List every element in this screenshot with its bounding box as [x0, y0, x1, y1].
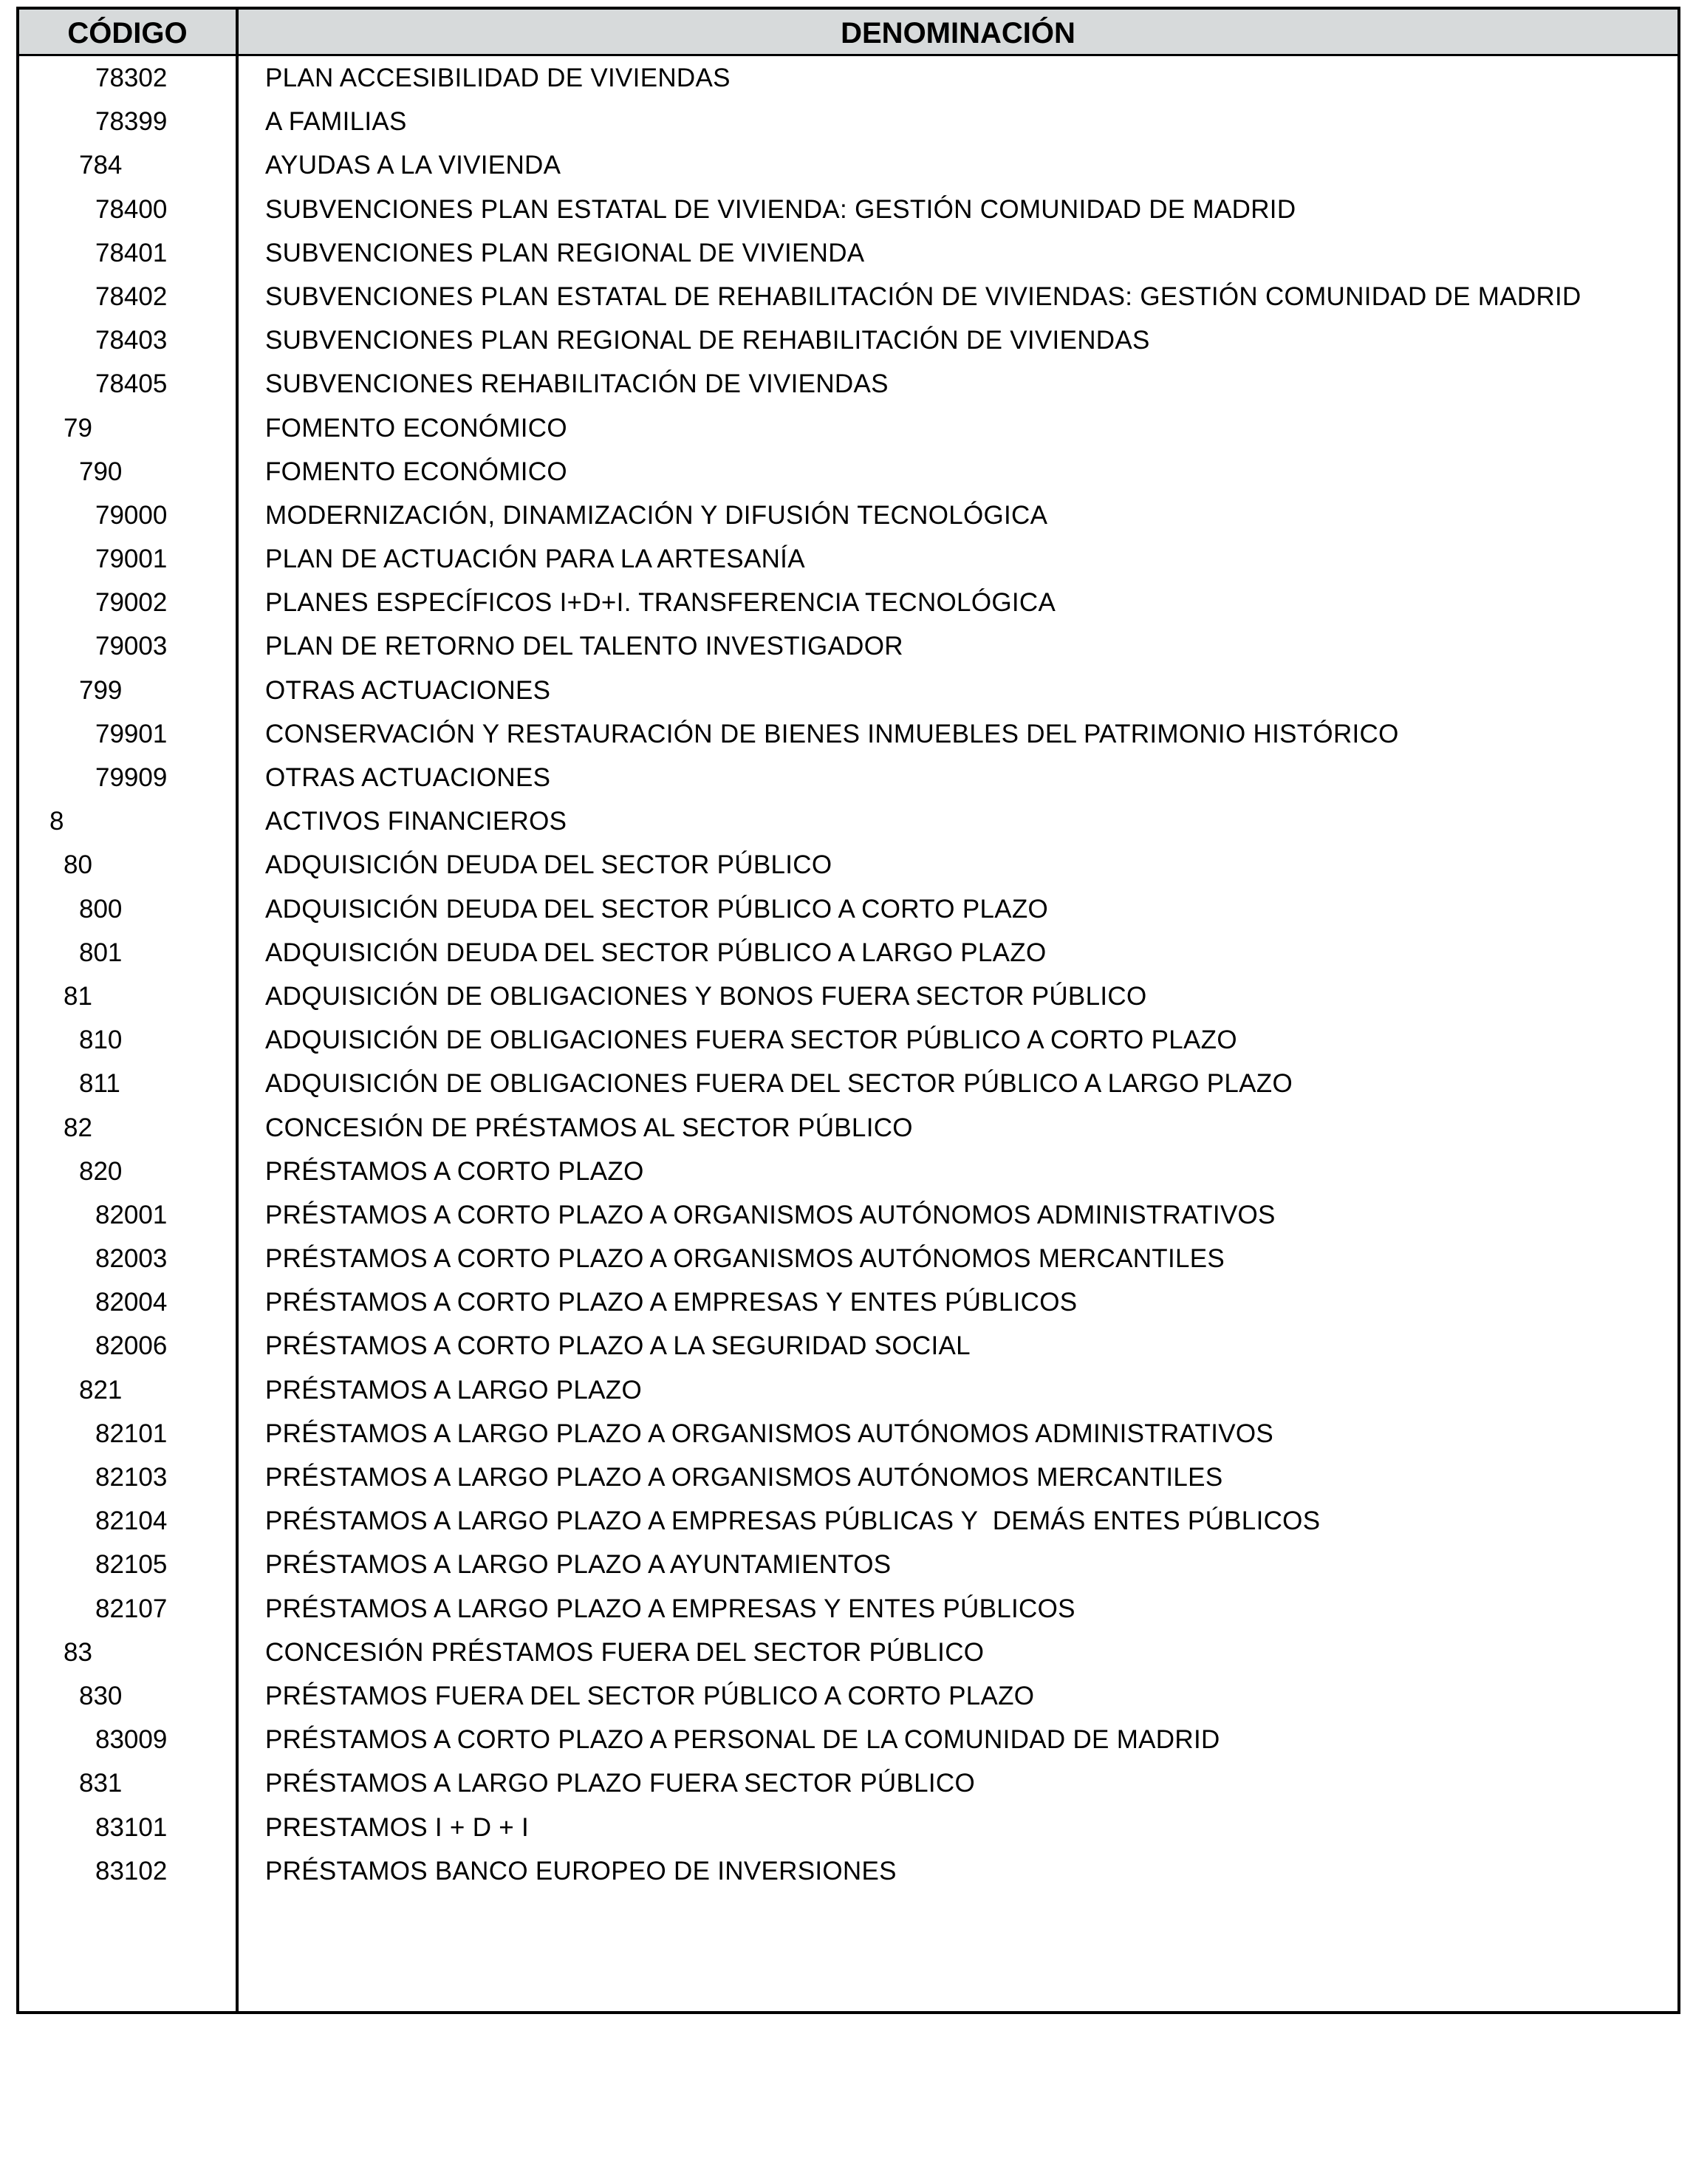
header-denominacion: DENOMINACIÓN	[841, 17, 1075, 50]
row-denominacion: ADQUISICIÓN DEUDA DEL SECTOR PÚBLICO	[265, 850, 832, 880]
table-row	[19, 494, 1677, 537]
table-row	[19, 188, 1677, 231]
row-denominacion: PRÉSTAMOS A LARGO PLAZO	[265, 1375, 643, 1405]
table-row	[19, 1761, 1677, 1805]
table-body	[19, 56, 1677, 1893]
table-row	[19, 450, 1677, 494]
row-code: 82003	[95, 1244, 168, 1274]
row-denominacion: FOMENTO ECONÓMICO	[265, 457, 567, 486]
row-code: 78399	[95, 107, 168, 137]
table-row	[19, 1499, 1677, 1543]
row-denominacion: PRESTAMOS I + D + I	[265, 1812, 530, 1842]
row-denominacion: PRÉSTAMOS A LARGO PLAZO A AYUNTAMIENTOS	[265, 1550, 892, 1580]
row-code: 801	[79, 938, 123, 967]
row-code: 82103	[95, 1463, 168, 1492]
row-code: 78403	[95, 326, 168, 355]
budget-code-table	[16, 7, 1680, 2014]
row-code: 82104	[95, 1506, 168, 1536]
row-denominacion: OTRAS ACTUACIONES	[265, 675, 551, 705]
row-denominacion: OTRAS ACTUACIONES	[265, 763, 551, 792]
row-code: 80	[64, 850, 92, 880]
row-denominacion: SUBVENCIONES PLAN ESTATAL DE VIVIENDA: GESTIÓN COMUNIDAD DE MADRID	[265, 194, 1296, 224]
row-denominacion: ADQUISICIÓN DE OBLIGACIONES FUERA DEL SECTOR PÚBLICO A LARGO PLAZO	[265, 1069, 1293, 1099]
row-code: 82006	[95, 1331, 168, 1361]
table-row	[19, 1806, 1677, 1849]
row-denominacion: PRÉSTAMOS FUERA DEL SECTOR PÚBLICO A CORTO PLAZO	[265, 1681, 1035, 1710]
row-code: 82004	[95, 1288, 168, 1317]
row-code: 821	[79, 1375, 123, 1405]
row-denominacion: PRÉSTAMOS A LARGO PLAZO A EMPRESAS PÚBLICAS Y DEMÁS ENTES PÚBLICOS	[265, 1506, 1321, 1536]
row-denominacion: SUBVENCIONES PLAN ESTATAL DE REHABILITACIÓN DE VIVIENDAS: GESTIÓN COMUNIDAD DE MADRID	[265, 281, 1581, 311]
table-row	[19, 56, 1677, 100]
row-code: 78302	[95, 64, 168, 92]
row-code: 79003	[95, 632, 168, 661]
row-denominacion: MODERNIZACIÓN, DINAMIZACIÓN Y DIFUSIÓN TECNOLÓGICA	[265, 500, 1048, 530]
row-denominacion: PRÉSTAMOS A LARGO PLAZO FUERA SECTOR PÚBLICO	[265, 1769, 976, 1798]
table-row	[19, 1324, 1677, 1368]
row-denominacion: ADQUISICIÓN DEUDA DEL SECTOR PÚBLICO A LARGO PLAZO	[265, 938, 1047, 967]
table-row	[19, 887, 1677, 931]
table-row	[19, 1412, 1677, 1456]
table-row	[19, 1193, 1677, 1237]
table-row	[19, 1674, 1677, 1718]
row-code: 79901	[95, 719, 168, 748]
row-denominacion: CONCESIÓN PRÉSTAMOS FUERA DEL SECTOR PÚBLICO	[265, 1637, 985, 1667]
row-denominacion: PRÉSTAMOS A CORTO PLAZO A LA SEGURIDAD SOCIAL	[265, 1331, 971, 1361]
row-denominacion: A FAMILIAS	[265, 107, 407, 137]
table-row	[19, 143, 1677, 187]
table-row	[19, 1237, 1677, 1280]
row-denominacion: PRÉSTAMOS A CORTO PLAZO A ORGANISMOS AUTÓNOMOS ADMINISTRATIVOS	[265, 1200, 1276, 1229]
table-row	[19, 581, 1677, 624]
table-row	[19, 1631, 1677, 1674]
row-code: 82107	[95, 1594, 168, 1623]
row-denominacion: PRÉSTAMOS BANCO EUROPEO DE INVERSIONES	[265, 1856, 897, 1886]
row-code: 8	[49, 807, 64, 836]
row-denominacion: PLAN DE ACTUACIÓN PARA LA ARTESANÍA	[265, 545, 805, 574]
table-row	[19, 406, 1677, 450]
row-denominacion: ADQUISICIÓN DE OBLIGACIONES FUERA SECTOR PÚBLICO A CORTO PLAZO	[265, 1026, 1237, 1055]
table-row	[19, 843, 1677, 887]
table-row	[19, 975, 1677, 1018]
table-row	[19, 669, 1677, 712]
row-code: 78402	[95, 281, 168, 311]
row-code: 800	[79, 894, 123, 924]
table-row	[19, 1543, 1677, 1586]
row-code: 82	[64, 1113, 92, 1142]
table-row	[19, 1106, 1677, 1150]
row-denominacion: SUBVENCIONES PLAN REGIONAL DE VIVIENDA	[265, 238, 865, 267]
row-code: 82001	[95, 1200, 168, 1229]
row-code: 78405	[95, 369, 168, 399]
row-code: 799	[79, 675, 123, 705]
row-code: 830	[79, 1681, 123, 1710]
table-row	[19, 1062, 1677, 1105]
row-code: 79001	[95, 545, 168, 574]
header-codigo: CÓDIGO	[67, 17, 188, 50]
table-row	[19, 756, 1677, 799]
table-row	[19, 1587, 1677, 1631]
row-denominacion: ACTIVOS FINANCIEROS	[265, 807, 567, 836]
table-row	[19, 1368, 1677, 1412]
row-denominacion: PLAN DE RETORNO DEL TALENTO INVESTIGADOR	[265, 632, 903, 661]
row-code: 79000	[95, 500, 168, 530]
row-denominacion: CONCESIÓN DE PRÉSTAMOS AL SECTOR PÚBLICO	[265, 1113, 913, 1142]
row-code: 790	[79, 457, 123, 486]
table-row	[19, 1018, 1677, 1062]
row-denominacion: PRÉSTAMOS A LARGO PLAZO A EMPRESAS Y ENTES PÚBLICOS	[265, 1594, 1075, 1623]
row-code: 820	[79, 1156, 123, 1186]
row-denominacion: PLAN ACCESIBILIDAD DE VIVIENDAS	[265, 64, 731, 92]
table-row	[19, 1849, 1677, 1893]
row-code: 83	[64, 1637, 92, 1667]
row-denominacion: SUBVENCIONES PLAN REGIONAL DE REHABILITACIÓN DE VIVIENDAS	[265, 326, 1150, 355]
row-code: 79	[64, 413, 92, 443]
row-code: 82101	[95, 1419, 168, 1448]
row-denominacion: CONSERVACIÓN Y RESTAURACIÓN DE BIENES INMUEBLES DEL PATRIMONIO HISTÓRICO	[265, 719, 1399, 748]
row-denominacion: FOMENTO ECONÓMICO	[265, 413, 567, 443]
table-row	[19, 1280, 1677, 1324]
table-row	[19, 1456, 1677, 1499]
row-denominacion: PRÉSTAMOS A CORTO PLAZO A EMPRESAS Y ENTES PÚBLICOS	[265, 1288, 1078, 1317]
row-denominacion: PRÉSTAMOS A LARGO PLAZO A ORGANISMOS AUTÓNOMOS MERCANTILES	[265, 1463, 1223, 1492]
row-code: 831	[79, 1769, 123, 1798]
table-row	[19, 100, 1677, 143]
table-row	[19, 231, 1677, 275]
table-header	[19, 10, 1677, 56]
row-code: 78401	[95, 238, 168, 267]
row-code: 83102	[95, 1856, 168, 1886]
row-code: 784	[79, 151, 123, 180]
row-code: 79909	[95, 763, 168, 792]
table-row	[19, 931, 1677, 975]
row-denominacion: ADQUISICIÓN DEUDA DEL SECTOR PÚBLICO A CORTO PLAZO	[265, 894, 1049, 924]
table-row	[19, 1150, 1677, 1193]
table-row	[19, 712, 1677, 756]
row-denominacion: PRÉSTAMOS A CORTO PLAZO	[265, 1156, 644, 1186]
row-denominacion: SUBVENCIONES REHABILITACIÓN DE VIVIENDAS	[265, 369, 889, 399]
row-denominacion: AYUDAS A LA VIVIENDA	[265, 151, 561, 180]
row-code: 811	[79, 1069, 120, 1099]
row-code: 82105	[95, 1550, 168, 1580]
row-code: 81	[64, 981, 92, 1011]
row-code: 78400	[95, 194, 168, 224]
table-row	[19, 624, 1677, 668]
row-denominacion: PLANES ESPECÍFICOS I+D+I. TRANSFERENCIA TECNOLÓGICA	[265, 588, 1056, 618]
row-denominacion: PRÉSTAMOS A LARGO PLAZO A ORGANISMOS AUTÓNOMOS ADMINISTRATIVOS	[265, 1419, 1274, 1448]
row-code: 83101	[95, 1812, 168, 1842]
row-denominacion: ADQUISICIÓN DE OBLIGACIONES Y BONOS FUERA SECTOR PÚBLICO	[265, 981, 1147, 1011]
row-code: 79002	[95, 588, 168, 618]
row-code: 810	[79, 1026, 123, 1055]
table-row	[19, 318, 1677, 362]
table-row	[19, 275, 1677, 318]
row-denominacion: PRÉSTAMOS A CORTO PLAZO A ORGANISMOS AUTÓNOMOS MERCANTILES	[265, 1244, 1225, 1274]
row-code: 83009	[95, 1725, 168, 1755]
table-row	[19, 362, 1677, 406]
table-row	[19, 799, 1677, 843]
table-row	[19, 1718, 1677, 1761]
table-row	[19, 537, 1677, 581]
row-denominacion: PRÉSTAMOS A CORTO PLAZO A PERSONAL DE LA COMUNIDAD DE MADRID	[265, 1725, 1220, 1755]
